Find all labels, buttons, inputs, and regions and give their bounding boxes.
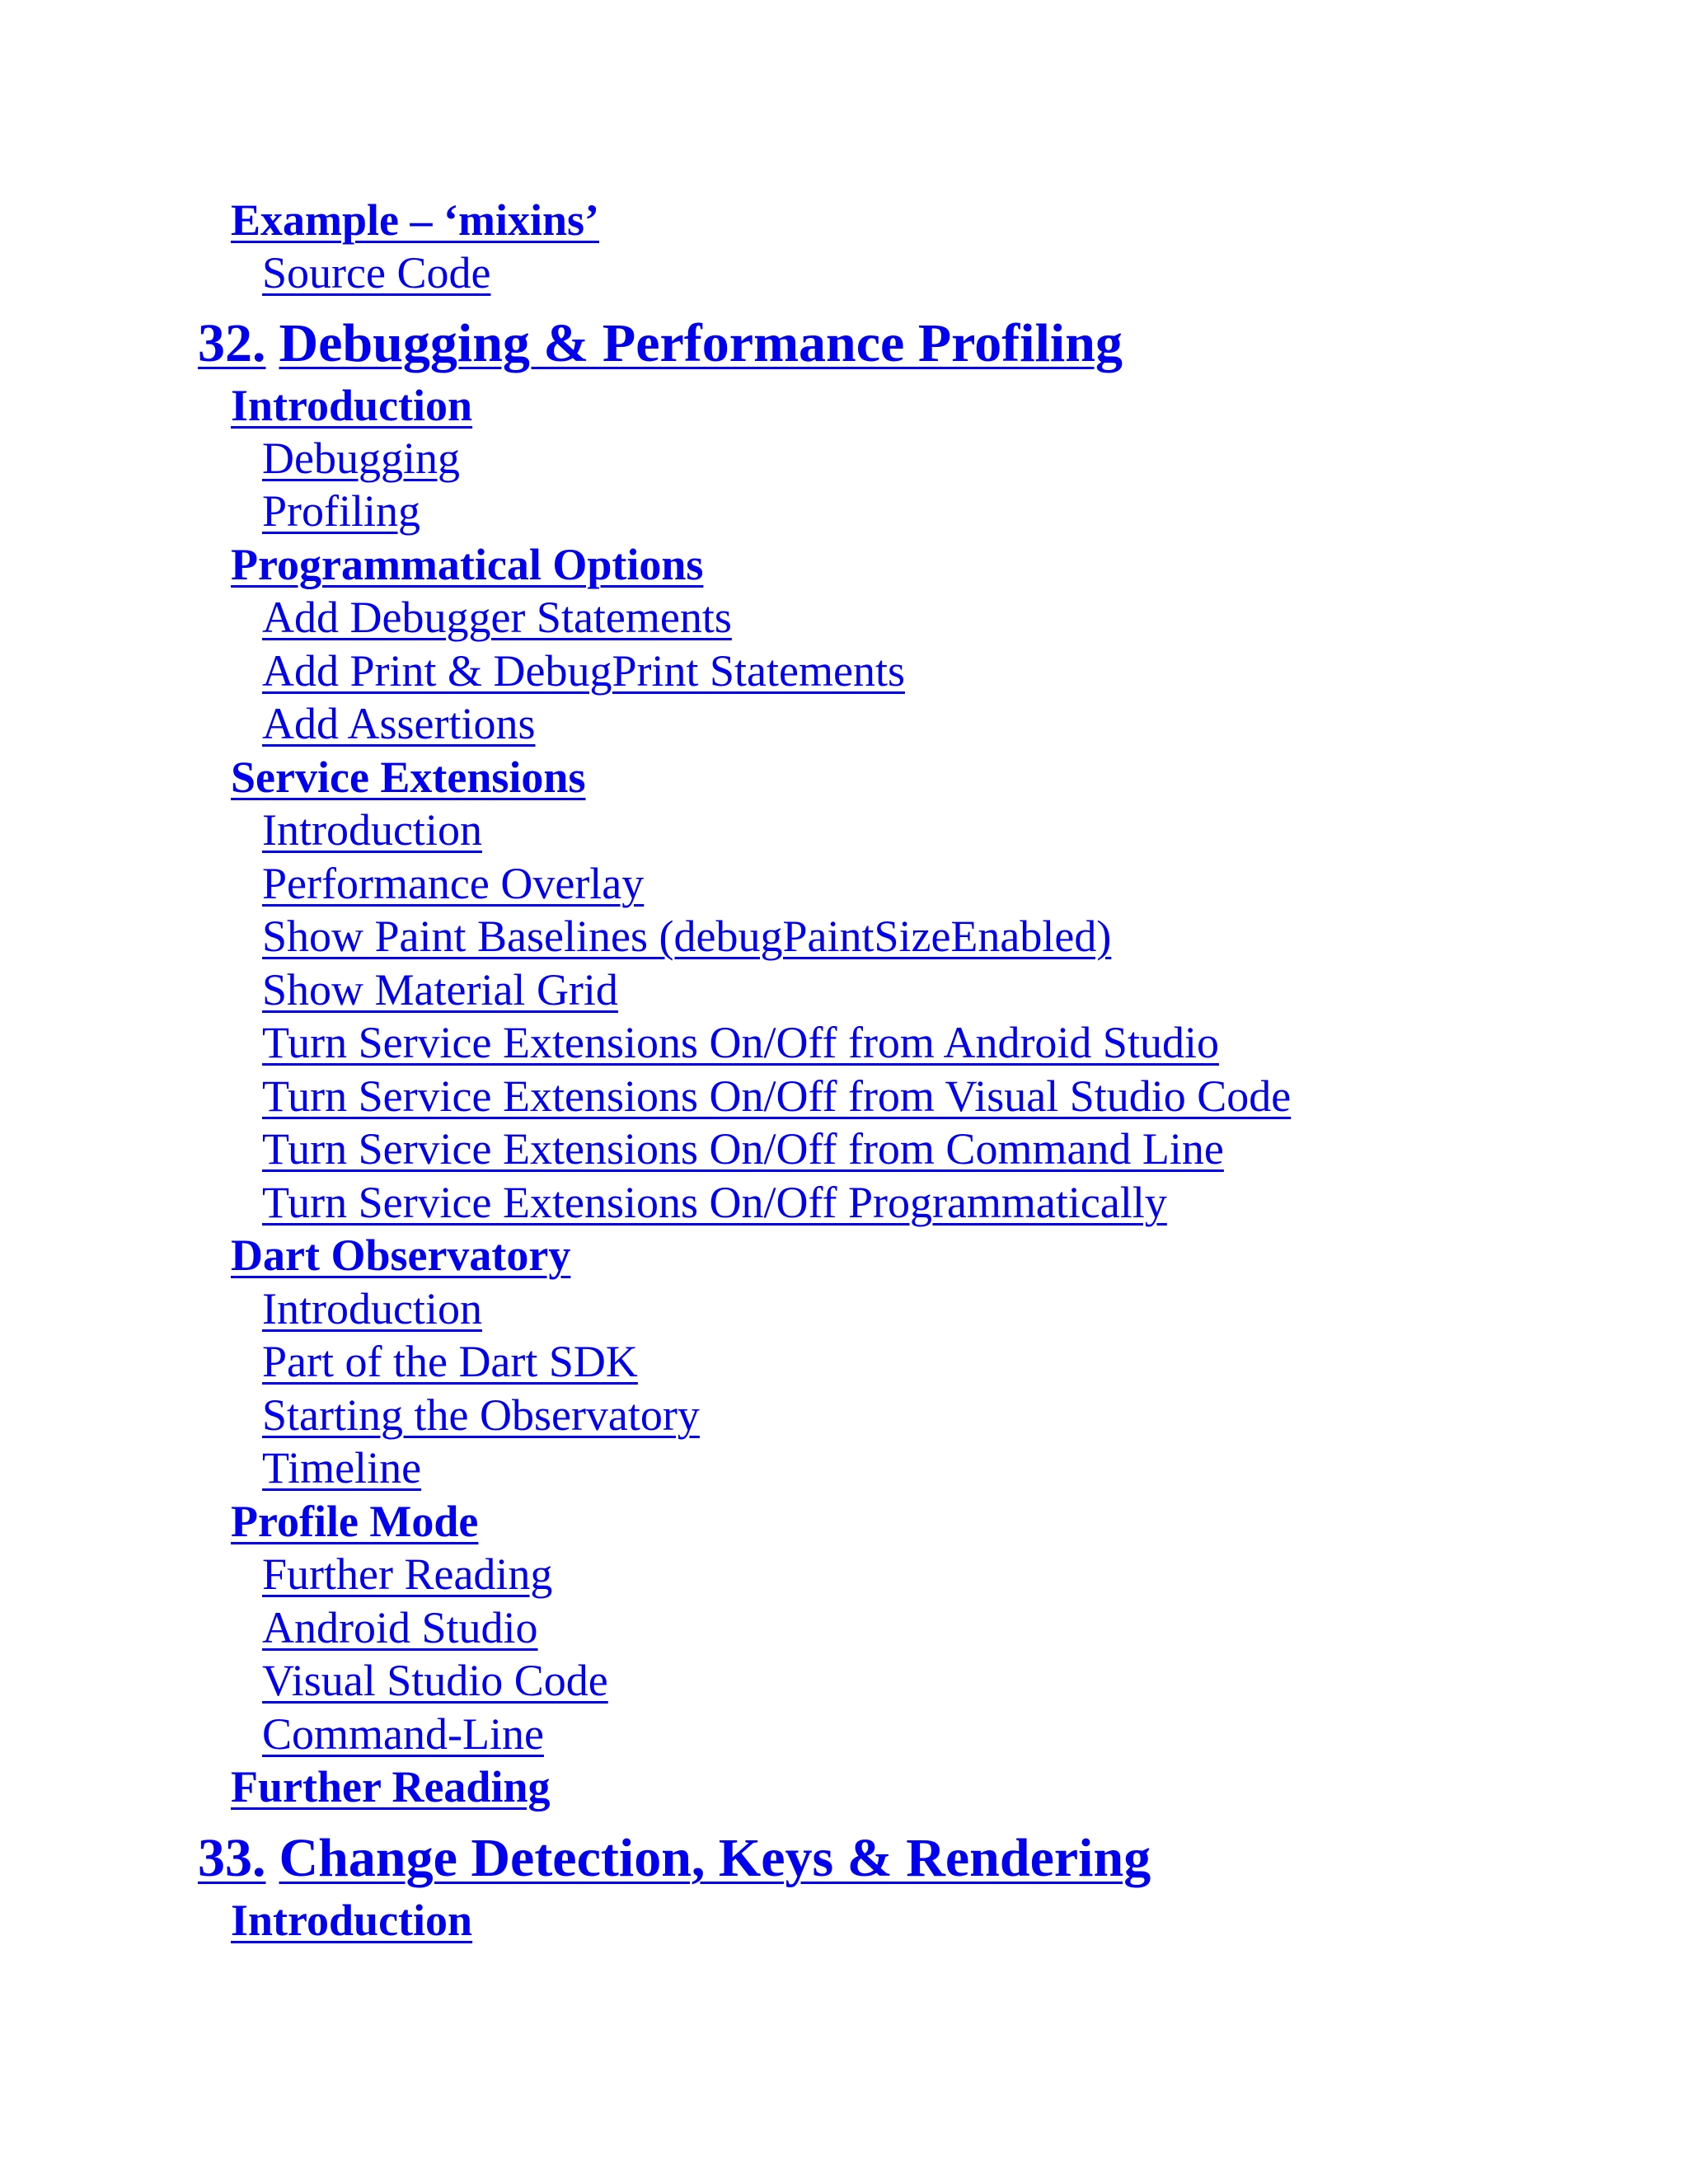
toc-section-entry <box>231 195 600 245</box>
toc-link[interactable]: Example – ‘mixins’ <box>231 195 600 245</box>
toc-link[interactable]: Show Material Grid <box>262 965 618 1015</box>
toc-subsection-entry <box>262 1390 700 1440</box>
toc-link[interactable]: Introduction <box>231 1896 473 1945</box>
toc-subsection-entry <box>262 486 421 536</box>
toc-subsection-entry <box>262 1709 544 1759</box>
chapter-title: Change Detection, Keys & Rendering <box>279 1828 1151 1888</box>
toc-link[interactable]: Turn Service Extensions On/Off Programmatically <box>262 1178 1167 1227</box>
toc-link[interactable]: Profiling <box>262 486 421 536</box>
toc-subsection-entry <box>262 805 482 855</box>
toc-link[interactable]: Timeline <box>262 1443 422 1493</box>
toc-section-entry <box>231 1230 571 1280</box>
toc-link[interactable]: Programmatical Options <box>231 540 704 589</box>
toc-link[interactable]: Turn Service Extensions On/Off from Visual Studio Code <box>262 1071 1292 1121</box>
chapter-title: Debugging & Performance Profiling <box>279 313 1123 373</box>
toc-section-entry <box>231 1898 472 1943</box>
toc-subsection-entry <box>262 861 644 906</box>
toc-link[interactable]: Performance Overlay <box>262 859 645 908</box>
toc-link[interactable]: Show Paint Baselines (debugPaintSizeEnabled) <box>262 912 1112 961</box>
toc-subsection-entry <box>262 646 905 696</box>
toc-link[interactable]: Introduction <box>262 805 482 855</box>
toc-link[interactable]: Command-Line <box>262 1709 544 1759</box>
toc-section-entry <box>231 752 586 802</box>
toc-link[interactable]: Visual Studio Code <box>262 1656 608 1705</box>
toc-link[interactable]: Add Print & DebugPrint Statements <box>262 646 905 696</box>
toc-link[interactable]: Service Extensions <box>231 752 586 802</box>
chapter-number: 33. <box>198 1828 266 1888</box>
toc-subsection-entry <box>262 1658 608 1703</box>
toc-subsection-entry <box>262 1180 1167 1225</box>
toc-link[interactable]: Starting the Observatory <box>262 1390 700 1440</box>
toc-chapter-link[interactable] <box>198 1828 1151 1888</box>
toc-subsection-entry <box>262 1124 1224 1174</box>
toc-subsection-entry <box>262 1286 482 1331</box>
toc-subsection-entry <box>262 1071 1292 1121</box>
chapter-number: 32. <box>198 313 266 373</box>
toc-link[interactable]: Turn Service Extensions On/Off from Command Line <box>262 1124 1224 1174</box>
toc-subsection-entry <box>262 965 618 1015</box>
toc-link[interactable]: Turn Service Extensions On/Off from Android Studio <box>262 1018 1219 1067</box>
toc-section-entry <box>231 1762 551 1811</box>
toc-subsection-entry <box>262 434 460 483</box>
toc-subsection-entry <box>262 1549 553 1599</box>
toc-link[interactable]: Introduction <box>262 1284 482 1333</box>
toc-chapter-entry <box>198 1828 1151 1888</box>
toc-link[interactable]: Profile Mode <box>231 1497 479 1546</box>
toc-subsection-entry <box>262 1443 422 1493</box>
toc-link[interactable]: Source Code <box>262 248 491 298</box>
toc-link[interactable]: Android Studio <box>262 1603 538 1652</box>
toc-section-entry <box>231 1499 478 1544</box>
toc-subsection-entry <box>262 1339 638 1384</box>
toc-link[interactable]: Introduction <box>231 381 473 430</box>
toc-link[interactable]: Dart Observatory <box>231 1230 571 1280</box>
toc-subsection-entry <box>262 595 732 640</box>
toc-chapter-link[interactable] <box>198 313 1123 373</box>
toc-link[interactable]: Further Reading <box>262 1549 553 1599</box>
toc-subsection-entry <box>262 701 536 746</box>
toc-section-entry <box>231 542 703 587</box>
toc-subsection-entry <box>262 248 491 298</box>
toc-link[interactable]: Further Reading <box>231 1762 551 1811</box>
toc-link[interactable]: Debugging <box>262 434 460 483</box>
toc-subsection-entry <box>262 912 1112 961</box>
toc-subsection-entry <box>262 1020 1219 1065</box>
toc-section-entry <box>231 383 472 428</box>
toc-subsection-entry <box>262 1605 538 1650</box>
toc-link[interactable]: Part of the Dart SDK <box>262 1337 638 1386</box>
toc-link[interactable]: Add Debugger Statements <box>262 593 732 642</box>
toc-chapter-entry <box>198 313 1123 373</box>
toc-link[interactable]: Add Assertions <box>262 699 536 748</box>
